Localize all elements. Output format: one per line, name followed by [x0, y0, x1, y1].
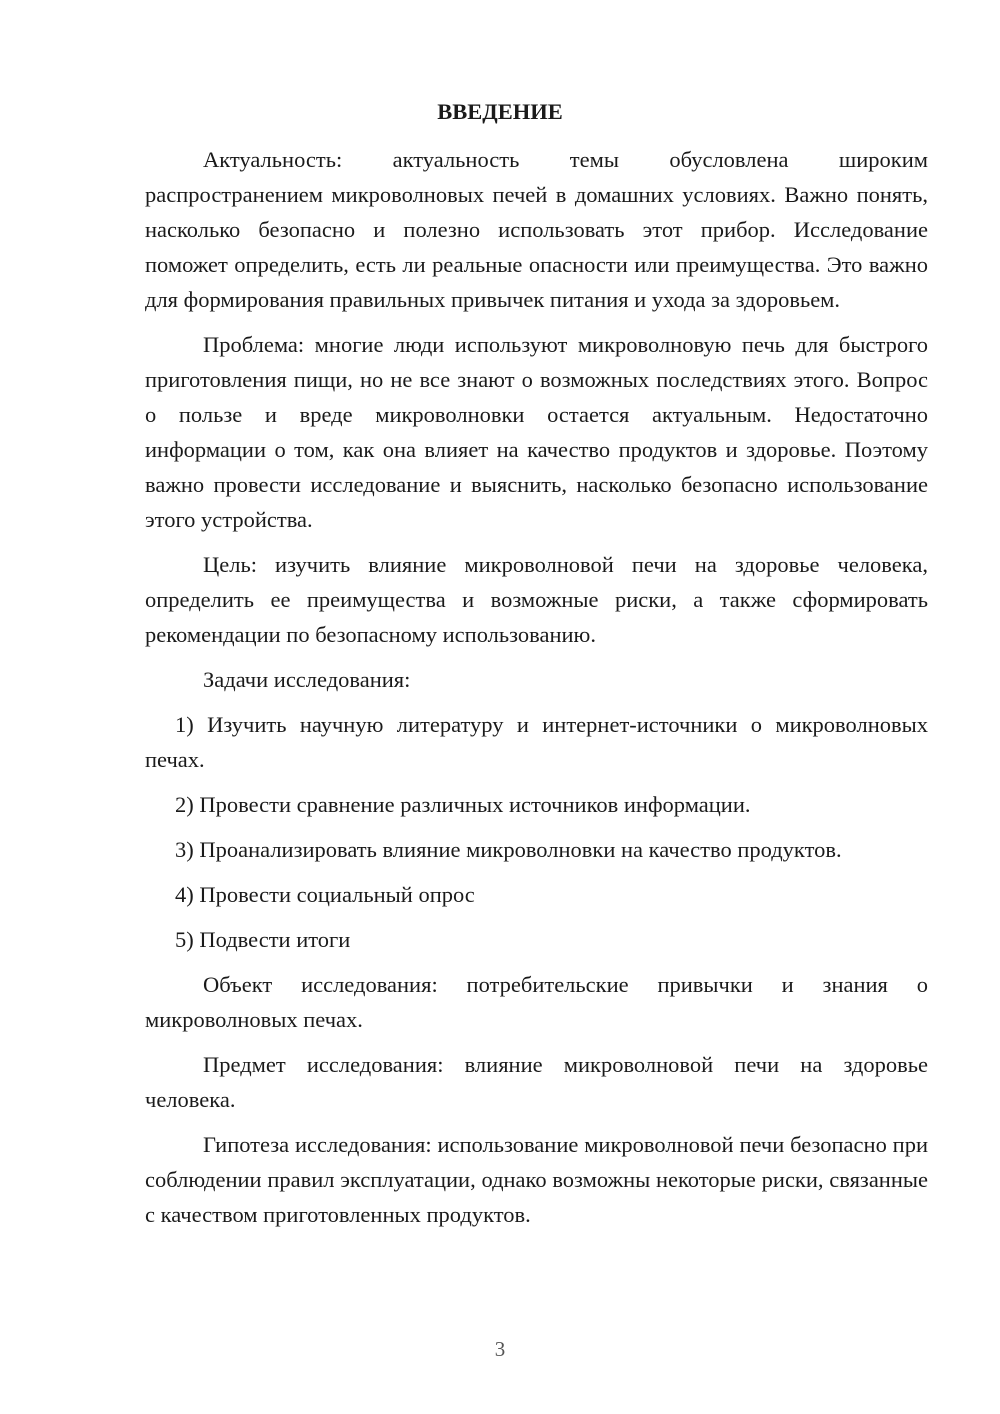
- paragraph-problem: Проблема: многие люди используют микроволновую печь для быстрого приготовления пищи, но не все знают о возможных последствиях этого. Вопрос о пользе и вреде микроволновки остается актуальным. Недостаточно информации о том, как она влияет на качество продуктов и здоровье. Поэтому важно провести исследование и выяснить, насколько безопасно использование этого устройства.: [145, 332, 928, 532]
- paragraph-goal: Цель: изучить влияние микроволновой печи на здоровье человека, определить ее преимущества и возможные риски, а также сформировать рекомендации по безопасному использованию.: [145, 552, 928, 647]
- paragraph-tasks-heading: Задачи исследования:: [203, 667, 411, 692]
- task-item-2: 2) Провести сравнение различных источников информации.: [175, 792, 751, 817]
- paragraph-subject: Предмет исследования: влияние микроволновой печи на здоровье человека.: [145, 1052, 928, 1112]
- paragraph-hypothesis: Гипотеза исследования: использование микроволновой печи безопасно при соблюдении правил эксплуатации, однако возможны некоторые риски, связанные с качеством приготовленных продуктов.: [145, 1132, 928, 1227]
- page-title: ВВЕДЕНИЕ: [437, 99, 563, 124]
- paragraph-relevance: Актуальность: актуальность темы обусловлена широким распространением микроволновых печей в домашних условиях. Важно понять, насколько безопасно и полезно использовать этот прибор. Исследование поможет определить, есть ли реальные опасности или преимущества. Это важно для формирования правильных привычек питания и ухода за здоровьем.: [145, 147, 928, 312]
- task-item-5: 5) Подвести итоги: [175, 927, 351, 952]
- task-item-1: 1) Изучить научную литературу и интернет-источники о микроволновых печах.: [145, 712, 928, 772]
- document-body: [145, 142, 928, 1242]
- page-number: 3: [494, 1337, 506, 1361]
- paragraph-object: Объект исследования: потребительские привычки и знания о микроволновых печах.: [145, 972, 928, 1032]
- task-item-3: 3) Проанализировать влияние микроволновки на качество продуктов.: [175, 837, 842, 862]
- task-item-4: 4) Провести социальный опрос: [175, 882, 475, 907]
